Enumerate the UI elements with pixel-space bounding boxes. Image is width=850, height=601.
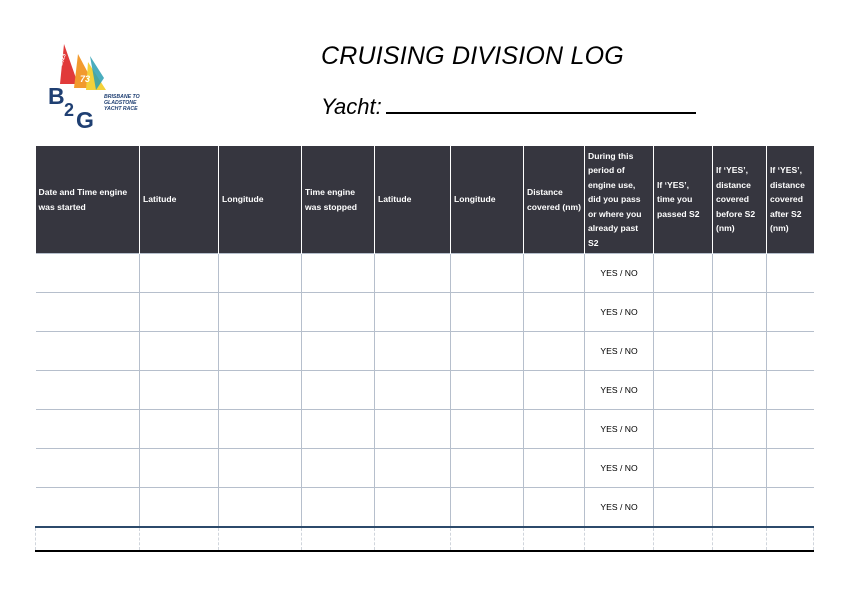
yes-no-cell[interactable]: YES / NO: [585, 449, 654, 488]
table-cell[interactable]: [654, 410, 713, 449]
table-footer-row: [36, 527, 814, 551]
table-cell[interactable]: [219, 293, 302, 332]
table-cell[interactable]: [713, 254, 767, 293]
table-cell[interactable]: [219, 254, 302, 293]
header-longitude-start: Longitude: [219, 146, 302, 254]
table-cell[interactable]: [302, 488, 375, 528]
header-longitude-stop: Longitude: [451, 146, 524, 254]
table-cell: [585, 527, 654, 551]
logo-mark-b: B: [48, 83, 65, 109]
table-cell[interactable]: [654, 488, 713, 528]
table-cell[interactable]: [375, 293, 451, 332]
table-cell[interactable]: [767, 332, 814, 371]
logo-year: 2023: [58, 53, 68, 67]
table-cell[interactable]: [524, 488, 585, 528]
header-distance-after-s2: If ‘YES’, distance covered after S2 (nm): [767, 146, 814, 254]
table-cell[interactable]: [713, 293, 767, 332]
table-cell[interactable]: [302, 293, 375, 332]
header-latitude-stop: Latitude: [375, 146, 451, 254]
table-cell: [654, 527, 713, 551]
table-row: [36, 410, 814, 449]
table-cell[interactable]: [713, 488, 767, 528]
table-cell[interactable]: [767, 254, 814, 293]
table-cell[interactable]: [140, 371, 219, 410]
table-cell[interactable]: [654, 332, 713, 371]
table-cell[interactable]: [524, 371, 585, 410]
logo-line2: GLADSTONE: [104, 100, 137, 106]
table-cell[interactable]: [451, 332, 524, 371]
table-cell[interactable]: [140, 254, 219, 293]
table-row: [36, 293, 814, 332]
table-row: [36, 449, 814, 488]
table-cell[interactable]: [524, 254, 585, 293]
yes-no-cell[interactable]: YES / NO: [585, 410, 654, 449]
table-row: [36, 332, 814, 371]
table-cell: [524, 527, 585, 551]
table-cell[interactable]: [375, 254, 451, 293]
table-cell[interactable]: [767, 488, 814, 528]
table-cell[interactable]: [36, 488, 140, 528]
table-cell[interactable]: [375, 449, 451, 488]
engine-log-table: [35, 146, 814, 552]
table-cell[interactable]: [302, 371, 375, 410]
table-cell[interactable]: [451, 371, 524, 410]
yacht-blank-line[interactable]: [386, 92, 696, 114]
table-cell: [451, 527, 524, 551]
table-cell[interactable]: [767, 293, 814, 332]
yes-no-cell[interactable]: YES / NO: [585, 371, 654, 410]
header-latitude-start: Latitude: [140, 146, 219, 254]
yes-no-cell[interactable]: YES / NO: [585, 254, 654, 293]
table-cell: [767, 527, 814, 551]
table-cell[interactable]: [713, 332, 767, 371]
table-cell[interactable]: [654, 254, 713, 293]
table-cell[interactable]: [713, 449, 767, 488]
table-cell[interactable]: [36, 293, 140, 332]
table-cell[interactable]: [654, 293, 713, 332]
table-cell[interactable]: [302, 254, 375, 293]
header-time-passed-s2: If ‘YES’, time you passed S2: [654, 146, 713, 254]
table-cell[interactable]: [140, 410, 219, 449]
table-cell[interactable]: [36, 449, 140, 488]
logo-mark-g: G: [76, 107, 94, 133]
table-cell[interactable]: [302, 410, 375, 449]
table-cell[interactable]: [140, 332, 219, 371]
table-cell[interactable]: [451, 449, 524, 488]
table-cell: [219, 527, 302, 551]
table-cell[interactable]: [302, 449, 375, 488]
table-cell[interactable]: [36, 254, 140, 293]
header-passed-s2: During this period of engine use, did you pass or where you already past S2: [585, 146, 654, 254]
table-cell[interactable]: [375, 410, 451, 449]
table-cell[interactable]: [375, 371, 451, 410]
header-engine-started: Date and Time engine was started: [36, 146, 140, 254]
table-cell[interactable]: [219, 371, 302, 410]
yacht-label: Yacht:: [321, 94, 382, 119]
logo-mark-2: 2: [64, 100, 75, 120]
table-cell: [713, 527, 767, 551]
logo-line3: YACHT RACE: [104, 106, 138, 112]
table-cell[interactable]: [767, 410, 814, 449]
table-cell: [140, 527, 219, 551]
table-cell[interactable]: [302, 332, 375, 371]
table-cell[interactable]: [219, 410, 302, 449]
header-distance-covered: Distance covered (nm): [524, 146, 585, 254]
table-cell[interactable]: [767, 449, 814, 488]
yes-no-cell[interactable]: YES / NO: [585, 293, 654, 332]
table-header-row: [36, 146, 814, 254]
table-cell[interactable]: [524, 410, 585, 449]
table-cell[interactable]: [140, 293, 219, 332]
table-cell[interactable]: [451, 254, 524, 293]
table-cell[interactable]: [219, 332, 302, 371]
yacht-field[interactable]: [321, 92, 696, 120]
page-title: CRUISING DIVISION LOG: [321, 42, 624, 70]
table-cell[interactable]: [524, 293, 585, 332]
table-cell[interactable]: [219, 488, 302, 528]
table-cell: [36, 527, 140, 551]
table-cell[interactable]: [36, 410, 140, 449]
table-cell[interactable]: [524, 332, 585, 371]
table-cell[interactable]: [36, 371, 140, 410]
table-cell[interactable]: [140, 449, 219, 488]
table-row: [36, 371, 814, 410]
table-cell[interactable]: [451, 293, 524, 332]
table-row: [36, 254, 814, 293]
table-cell[interactable]: [713, 371, 767, 410]
yes-no-cell[interactable]: YES / NO: [585, 488, 654, 528]
table-row: [36, 488, 814, 528]
header-engine-stopped: Time engine was stopped: [302, 146, 375, 254]
table-cell[interactable]: [375, 332, 451, 371]
table-cell: [302, 527, 375, 551]
logo-edition: 73: [80, 74, 91, 84]
table-cell[interactable]: [654, 371, 713, 410]
table-cell[interactable]: [524, 449, 585, 488]
table-cell[interactable]: [654, 449, 713, 488]
table-cell[interactable]: [375, 488, 451, 528]
logo-line1: BRISBANE TO: [104, 94, 140, 100]
table-cell[interactable]: [140, 488, 219, 528]
table-cell[interactable]: [219, 449, 302, 488]
b2g-logo: [44, 38, 140, 134]
table-cell: [375, 527, 451, 551]
table-cell[interactable]: [451, 488, 524, 528]
yes-no-cell[interactable]: YES / NO: [585, 332, 654, 371]
table-cell[interactable]: [36, 332, 140, 371]
header-distance-before-s2: If ‘YES’, distance covered before S2 (nm): [713, 146, 767, 254]
table-cell[interactable]: [767, 371, 814, 410]
table-cell[interactable]: [451, 410, 524, 449]
table-cell[interactable]: [713, 410, 767, 449]
